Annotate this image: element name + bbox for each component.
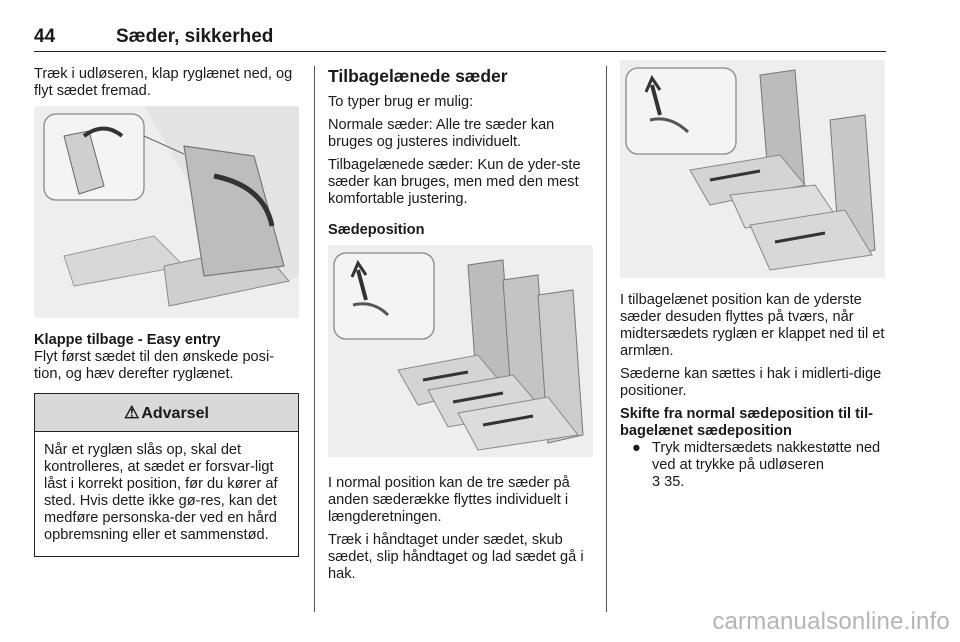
page-header [34, 26, 886, 52]
page-title: Sæder, sikkerhed [116, 26, 274, 47]
paragraph: To typer brug er mulig: [328, 94, 474, 110]
paragraph: I tilbagelænet position kan de yderste sæder desuden flyttes på tværs, når midtersædets ryglæn er klappet ned til et armlæn. [620, 292, 885, 359]
section-heading-reclined: Tilbagelænede sæder [328, 66, 508, 86]
subheading-seat-position: Sædeposition [328, 222, 425, 238]
section-heading-easy-entry: Klappe tilbage - Easy entry [34, 332, 221, 348]
warning-box [34, 393, 299, 557]
bullet-text: Tryk midtersædets nakkestøtte ned ved at trykke på udløseren [652, 440, 881, 473]
figure-easy-entry [34, 106, 299, 318]
paragraph: Tilbagelænede sæder: Kun de yder-ste sæder kan bruges, men med den mest komfortable justering. [328, 157, 581, 207]
warning-header [35, 394, 298, 432]
seat-illustration-easy-entry [34, 106, 299, 318]
column-middle [328, 66, 596, 589]
column-divider [606, 66, 607, 612]
page-number: 44 [34, 26, 56, 47]
page-reference-link[interactable]: 3 35. [652, 474, 685, 490]
warning-text: Når et ryglæn slås op, skal det kontrolleres, at sædet er forsvar-ligt låst i korrekt position, før du kører af sted. Hvis dette ikke gø-res, kan det medføre personska-der ved en hård opbremsning eller et sammenstød. [44, 442, 278, 543]
paragraph: I normal position kan de tre sæder på anden sæderække flyttes individuelt i længderetningen. [328, 475, 570, 525]
easy-entry-paragraph: Flyt først sædet til den ønskede posi-tion, og hæv derefter ryglænet. [34, 349, 275, 382]
column-right [620, 60, 890, 497]
warning-icon: ⚠ [124, 403, 140, 422]
seat-illustration-reclined [620, 60, 885, 278]
section-heading-switch-position: Skifte fra normal sædeposition til til-bagelænet sædeposition [620, 406, 873, 439]
intro-paragraph: Træk i udløseren, klap ryglænet ned, og flyt sædet fremad. [34, 66, 293, 99]
figure-reclined-position [620, 60, 885, 278]
paragraph: Træk i håndtaget under sædet, skub sædet, slip håndtaget og lad sædet gå i hak. [328, 532, 584, 582]
seat-illustration-normal [328, 245, 593, 457]
figure-seat-position [328, 245, 593, 457]
warning-title: Advarsel [141, 405, 209, 422]
list-item [620, 440, 890, 491]
column-divider [314, 66, 315, 612]
bullet-icon: ● [632, 440, 641, 456]
watermark: carmanualsonline.info [712, 608, 950, 635]
paragraph: Sæderne kan sættes i hak i midlerti-dige positioner. [620, 366, 882, 399]
paragraph: Normale sæder: Alle tre sæder kan bruges og justeres individuelt. [328, 117, 555, 150]
column-left [34, 66, 299, 557]
